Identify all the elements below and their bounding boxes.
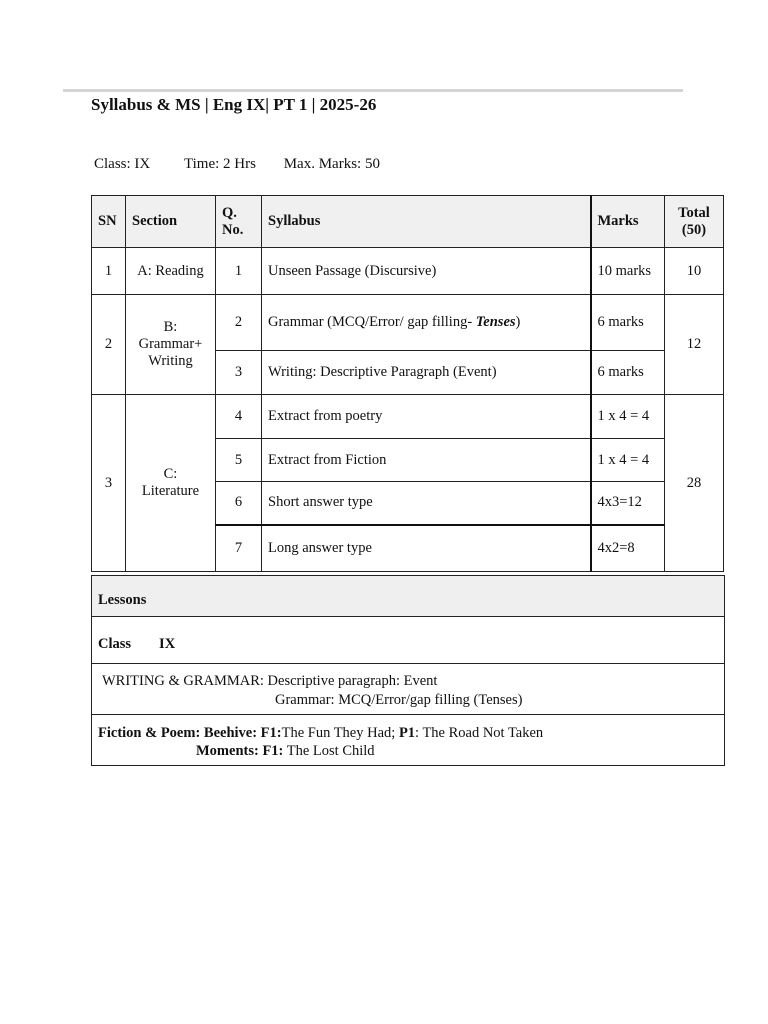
cell-syllabus: Extract from Fiction bbox=[262, 439, 591, 482]
header-sn: SN bbox=[92, 196, 126, 248]
cell-syllabus: Extract from poetry bbox=[262, 395, 591, 439]
header-total: Total (50) bbox=[665, 196, 724, 248]
cell-section: A: Reading bbox=[126, 248, 216, 295]
cell-marks: 1 x 4 = 4 bbox=[591, 395, 665, 439]
cell-syllabus: Unseen Passage (Discursive) bbox=[262, 248, 591, 295]
cell-marks: 4x2=8 bbox=[591, 525, 665, 572]
beehive-line: Fiction & Poem: Beehive: F1:The Fun They Had; P1: The Road Not Taken bbox=[98, 725, 544, 741]
cell-qno: 6 bbox=[216, 482, 262, 525]
writing-grammar-row bbox=[92, 664, 724, 715]
cell-qno: 5 bbox=[216, 439, 262, 482]
cell-sn: 1 bbox=[92, 248, 126, 295]
cell-qno: 4 bbox=[216, 395, 262, 439]
time-info: Time: 2 Hrs bbox=[184, 156, 256, 172]
table-row bbox=[92, 295, 724, 351]
lessons-heading: Lessons bbox=[92, 576, 724, 617]
class-label: Class bbox=[98, 636, 132, 652]
cell-qno: 3 bbox=[216, 351, 262, 395]
header-section: Section bbox=[126, 196, 216, 248]
cell-total: 28 bbox=[665, 395, 724, 572]
cell-marks: 6 marks bbox=[591, 351, 665, 395]
cell-total: 10 bbox=[665, 248, 724, 295]
max-marks-info: Max. Marks: 50 bbox=[283, 156, 380, 172]
cell-syllabus: Writing: Descriptive Paragraph (Event) bbox=[262, 351, 591, 395]
syllabus-table bbox=[91, 195, 724, 572]
lessons-box bbox=[91, 575, 725, 766]
class-value: IX bbox=[159, 636, 176, 652]
cell-total: 12 bbox=[665, 295, 724, 395]
cell-syllabus: Long answer type bbox=[262, 525, 591, 572]
table-row bbox=[92, 395, 724, 439]
cell-marks: 6 marks bbox=[591, 295, 665, 351]
class-info: Class: IX bbox=[94, 156, 151, 172]
header-qno: Q. No. bbox=[216, 196, 262, 248]
cell-syllabus: Grammar (MCQ/Error/ gap filling- Tenses) bbox=[262, 295, 591, 351]
cell-qno: 1 bbox=[216, 248, 262, 295]
cell-qno: 2 bbox=[216, 295, 262, 351]
cell-marks: 1 x 4 = 4 bbox=[591, 439, 665, 482]
cell-marks: 4x3=12 bbox=[591, 482, 665, 525]
exam-meta bbox=[94, 156, 380, 173]
header-marks: Marks bbox=[591, 196, 665, 248]
lessons-class-row bbox=[92, 617, 724, 664]
fiction-poem-row bbox=[92, 715, 724, 765]
cell-section: B: Grammar+ Writing bbox=[126, 295, 216, 395]
table-row bbox=[92, 248, 724, 295]
writing-line: WRITING & GRAMMAR: Descriptive paragraph: Event bbox=[102, 673, 438, 689]
moments-line: Moments: F1: The Lost Child bbox=[196, 743, 375, 759]
cell-marks: 10 marks bbox=[591, 248, 665, 295]
cell-section: C: Literature bbox=[126, 395, 216, 572]
grammar-line: Grammar: MCQ/Error/gap filling (Tenses) bbox=[275, 692, 523, 708]
document-title: Syllabus & MS | Eng IX| PT 1 | 2025-26 bbox=[91, 95, 377, 114]
header-syllabus: Syllabus bbox=[262, 196, 591, 248]
top-rule bbox=[63, 89, 683, 92]
cell-sn: 2 bbox=[92, 295, 126, 395]
cell-syllabus: Short answer type bbox=[262, 482, 591, 525]
cell-sn: 3 bbox=[92, 395, 126, 572]
table-header-row bbox=[92, 196, 724, 248]
cell-qno: 7 bbox=[216, 525, 262, 572]
